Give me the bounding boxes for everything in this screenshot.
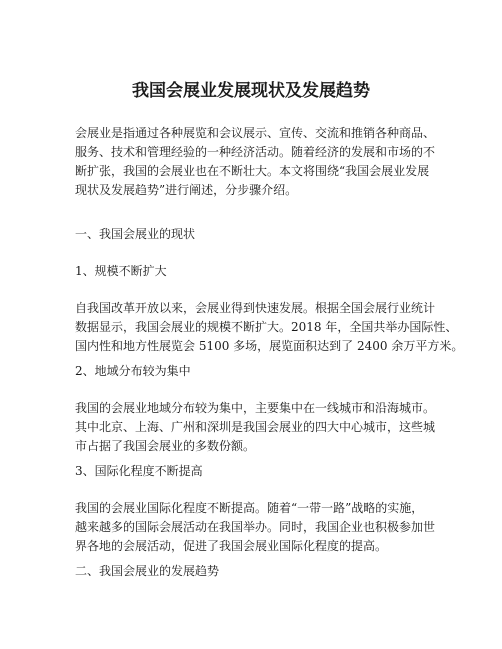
sub2-line: 市占据了我国会展业的多数份额。 xyxy=(75,439,256,453)
sub3-line: 越来越多的国际会展活动在我国举办。同时，我国企业也积极参加世 xyxy=(75,520,436,534)
sub1-heading: 1、规模不断扩大 xyxy=(75,264,167,278)
sub3-line: 我国的会展业国际化程度不断提高。随着“一带一路”战略的实施， xyxy=(75,501,424,515)
sub2-line: 我国的会展业地域分布较为集中，主要集中在一线城市和沿海城市。 xyxy=(75,401,436,415)
sub2-line: 其中北京、上海、广州和深圳是我国会展业的四大中心城市，这些城 xyxy=(75,420,436,434)
sub3-line: 界各地的会展活动，促进了我国会展业国际化程度的提高。 xyxy=(75,539,388,553)
intro-line: 现状及发展趋势”进行阐述，分步骤介绍。 xyxy=(75,183,298,197)
intro-line: 断扩张，我国的会展业也在不断壮大。本文将围绕“我国会展业发展 xyxy=(75,164,430,178)
sub1-paragraph xyxy=(75,299,495,356)
sub1-line: 数据显示，我国会展业的规模不断扩大。2018 年，全国共举办国际性、 xyxy=(75,320,458,334)
sub1-line: 自我国改革开放以来，会展业得到快速发展。根据全国会展行业统计 xyxy=(75,301,436,315)
intro-line: 服务、技术和管理经验的一种经济活动。随着经济的发展和市场的不 xyxy=(75,145,436,159)
sub3-heading: 3、国际化程度不断提高 xyxy=(75,464,203,478)
sub1-line: 国内性和地方性展览会 5100 多场，展览面积达到了 2400 余万平方米。 xyxy=(75,339,464,353)
sub3-paragraph xyxy=(75,499,495,556)
section2-heading: 二、我国会展业的发展趋势 xyxy=(75,564,220,578)
document-title: 我国会展业发展现状及发展趋势 xyxy=(132,81,370,101)
intro-paragraph xyxy=(75,124,495,200)
intro-line: 会展业是指通过各种展览和会议展示、宣传、交流和推销各种商品、 xyxy=(75,126,436,140)
sub2-heading: 2、地域分布较为集中 xyxy=(75,364,191,378)
section1-heading: 一、我国会展业的现状 xyxy=(75,227,196,241)
sub2-paragraph xyxy=(75,399,495,456)
